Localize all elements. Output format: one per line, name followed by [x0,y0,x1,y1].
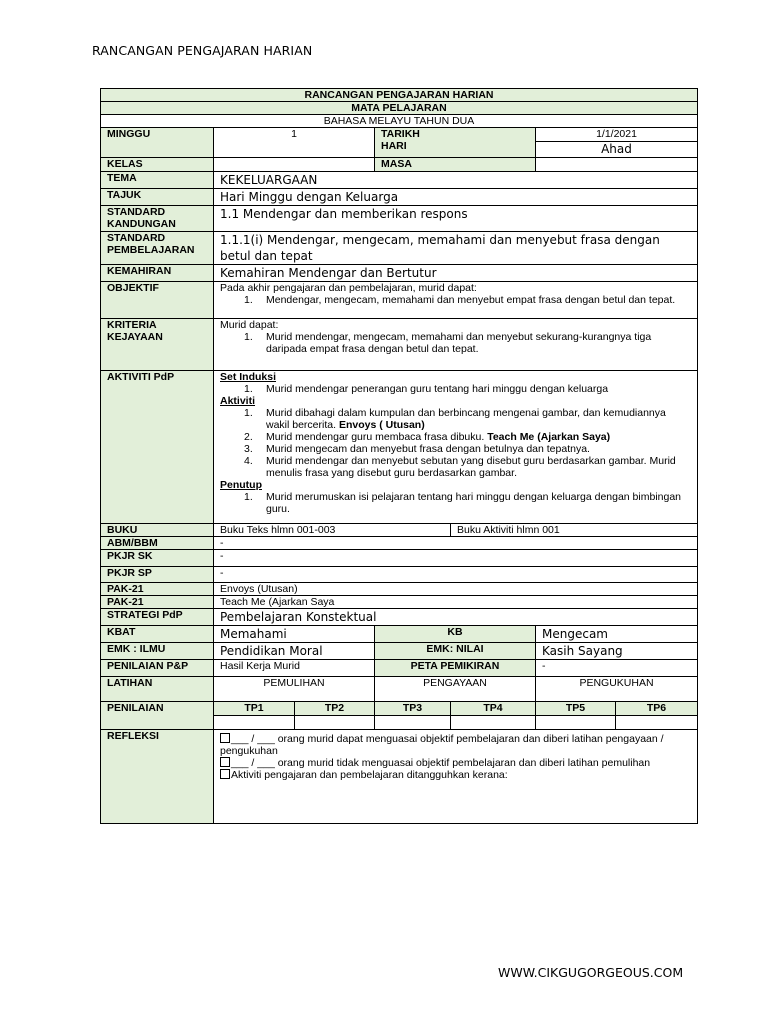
objektif-intro: Pada akhir pengajaran dan pembelajaran, murid dapat: [220,282,477,294]
kelas-value [214,158,375,172]
aktiviti-item-2: Murid mendengar guru membaca frasa dibuku. [266,431,485,443]
refleksi-line-1 [220,733,691,757]
tp6-cell [616,716,698,730]
kelas-label: KELAS [101,158,214,172]
checkbox-icon[interactable] [220,757,230,767]
pak21-label-1: PAK-21 [101,583,214,596]
hari-label: HARI [381,140,407,152]
penilaian-pp-value [214,660,375,677]
latihan-pemulihan: PEMULIHAN [214,677,375,702]
peta-pemikiran-label: PETA PEMIKIRAN [375,660,536,677]
sk-value: 1.1 Mendengar dan memberikan respons [214,206,698,232]
list-item [220,383,691,395]
refleksi-text-2: ___ / ___ orang murid tidak menguasai objektif pembelajaran dan diberi latihan pemulihan [231,757,651,769]
abm-label: ABM/BBM [101,537,214,550]
refleksi-line-3 [220,769,691,781]
tp1-cell [214,716,295,730]
aktiviti-label: AKTIVITI PdP [101,371,214,524]
emk-ilmu-label: EMK : ILMU [101,643,214,660]
emk-ilmu-value: Pendidikan Moral [214,643,375,660]
list-number: 1. [244,491,253,503]
list-number: 3. [244,443,253,455]
list-item [220,407,691,431]
kriteria-label-line-2: KEJAYAAN [107,331,163,343]
sp-label-line-1: STANDARD [107,232,166,244]
objektif-item: Mendengar, mengecam, memahami dan menyebut empat frasa dengan betul dan tepat. [266,294,676,306]
kb-value: Mengecam [536,626,698,643]
pkjr-sp-value: - [214,567,698,583]
penutup-item: Murid merumuskan isi pelajaran tentang hari minggu dengan keluarga dengan bimbingan guru. [266,491,682,515]
tp5-cell [536,716,616,730]
tp3-header: TP3 [375,702,451,716]
kriteria-item: Murid mendengar, mengecam, memahami dan menyebut sekurang-kurangnya tiga daripada empat frasa dengan betul dan tepat. [266,331,652,355]
refleksi-line-2 [220,757,691,769]
sk-label [101,206,214,232]
aktiviti-item-4: Murid mendengar dan menyebut sebutan yang disebut guru berdasarkan gambar. Murid menulis frasa yang disebut guru berdasarkan gambar. [266,455,676,479]
refleksi-text-1: ___ / ___ orang murid dapat menguasai objektif pembelajaran dan diberi latihan pengayaan / pengukuhan [220,733,664,757]
aktiviti-item-3: Murid mengecam dan menyebut frasa dengan betulnya dan tepatnya. [266,443,590,455]
tp6-header: TP6 [616,702,698,716]
kemahiran-label: KEMAHIRAN [101,265,214,282]
sp-label-line-2: PEMBELAJARAN [107,244,195,256]
penilaian-label: PENILAIAN [101,702,214,730]
tema-label: TEMA [101,172,214,189]
set-induksi-item: Murid mendengar penerangan guru tentang hari minggu dengan keluarga [266,383,609,395]
pak21-label-2: PAK-21 [101,596,214,609]
sp-label [101,232,214,265]
checkbox-icon[interactable] [220,733,230,743]
list-item [220,491,691,515]
latihan-label: LATIHAN [101,677,214,702]
list-item [220,331,691,355]
refleksi-label: REFLEKSI [101,730,214,824]
emk-nilai-value: Kasih Sayang [536,643,698,660]
kriteria-intro: Murid dapat: [220,319,279,331]
aktiviti-item-1-strategy: Envoys ( Utusan) [338,419,425,431]
list-number: 1. [244,294,253,306]
sp-value: 1.1.1(i) Mendengar, mengecam, memahami dan menyebut frasa dengan betul dan tepat [214,232,698,265]
pak21-value-2: Teach Me (Ajarkan Saya [214,596,698,609]
pak21-value-1: Envoys (Utusan) [214,583,698,596]
list-item [220,455,691,479]
tp1-header: TP1 [214,702,295,716]
latihan-pengukuhan: PENGUKUHAN [536,677,698,702]
abm-value: - [214,537,698,550]
tarikh-value: 1/1/2021 [536,128,697,142]
aktiviti-value [214,371,698,524]
hari-value: Ahad [601,142,632,156]
kbat-value: Memahami [214,626,375,643]
tema-value: KEKELUARGAAN [214,172,698,189]
kemahiran-value: Kemahiran Mendengar dan Bertutur [214,265,698,282]
tp5-header: TP5 [536,702,616,716]
buku-aktiviti: Buku Aktiviti hlmn 001 [451,524,698,537]
checkbox-icon[interactable] [220,769,230,779]
objektif-label: OBJEKTIF [101,282,214,319]
minggu-value: 1 [214,128,375,158]
list-item [220,294,691,306]
tajuk-value: Hari Minggu dengan Keluarga [214,189,698,206]
penilaian-pp-text: Hasil Kerja Murid [220,660,300,672]
subject-label: MATA PELAJARAN [101,102,698,115]
tp2-cell [295,716,375,730]
page-footer: WWW.CIKGUGORGEOUS.COM [498,965,684,980]
aktiviti-item-2-strategy: Teach Me (Ajarkan Saya) [487,431,611,443]
table-title: RANCANGAN PENGAJARAN HARIAN [101,89,698,102]
refleksi-text-3: Aktiviti pengajaran dan pembelajaran ditangguhkan kerana: [231,769,508,781]
sk-label-line-2: KANDUNGAN [107,218,176,230]
list-number: 1. [244,407,253,419]
strategi-label: STRATEGI PdP [101,609,214,626]
aktiviti-heading: Aktiviti [220,395,256,407]
buku-teks: Buku Teks hlmn 001-003 [214,524,451,537]
tp4-cell [451,716,536,730]
strategi-value: Pembelajaran Konstektual [214,609,698,626]
tarikh-hari-label [375,128,536,158]
kbat-label: KBAT [101,626,214,643]
kriteria-value [214,319,698,371]
pkjr-sk-label: PKJR SK [101,550,214,567]
objektif-value [214,282,698,319]
page-header: RANCANGAN PENGAJARAN HARIAN [92,43,313,58]
minggu-label: MINGGU [101,128,214,158]
list-item [220,443,691,455]
penutup-heading: Penutup [220,479,262,491]
list-number: 1. [244,331,253,343]
buku-label: BUKU [101,524,214,537]
tajuk-label: TAJUK [101,189,214,206]
list-item [220,431,691,443]
list-number: 1. [244,383,253,395]
sk-label-line-1: STANDARD [107,206,166,218]
penilaian-pp-label: PENILAIAN P&P [101,660,214,677]
set-induksi-heading: Set Induksi [220,371,277,383]
peta-pemikiran-value: - [536,660,698,677]
kb-label: KB [375,626,536,643]
pkjr-sk-value: - [214,550,698,567]
kriteria-label-line-1: KRITERIA [107,319,157,331]
tp4-header: TP4 [451,702,536,716]
refleksi-value [214,730,698,824]
list-number: 4. [244,455,253,467]
pkjr-sp-label: PKJR SP [101,567,214,583]
rph-table [100,88,698,824]
emk-nilai-label: EMK: NILAI [375,643,536,660]
kriteria-label [101,319,214,371]
latihan-pengayaan: PENGAYAAN [375,677,536,702]
tp3-cell [375,716,451,730]
aktiviti-item-1: Murid dibahagi dalam kumpulan dan berbincang mengenai gambar, dan kemudiannya wakil bercerita. [266,407,666,431]
subject-value: BAHASA MELAYU TAHUN DUA [101,115,698,128]
list-number: 2. [244,431,253,443]
tarikh-label: TARIKH [381,128,420,140]
tp2-header: TP2 [295,702,375,716]
masa-value [536,158,698,172]
masa-label: MASA [375,158,536,172]
tarikh-hari-values [536,128,698,158]
